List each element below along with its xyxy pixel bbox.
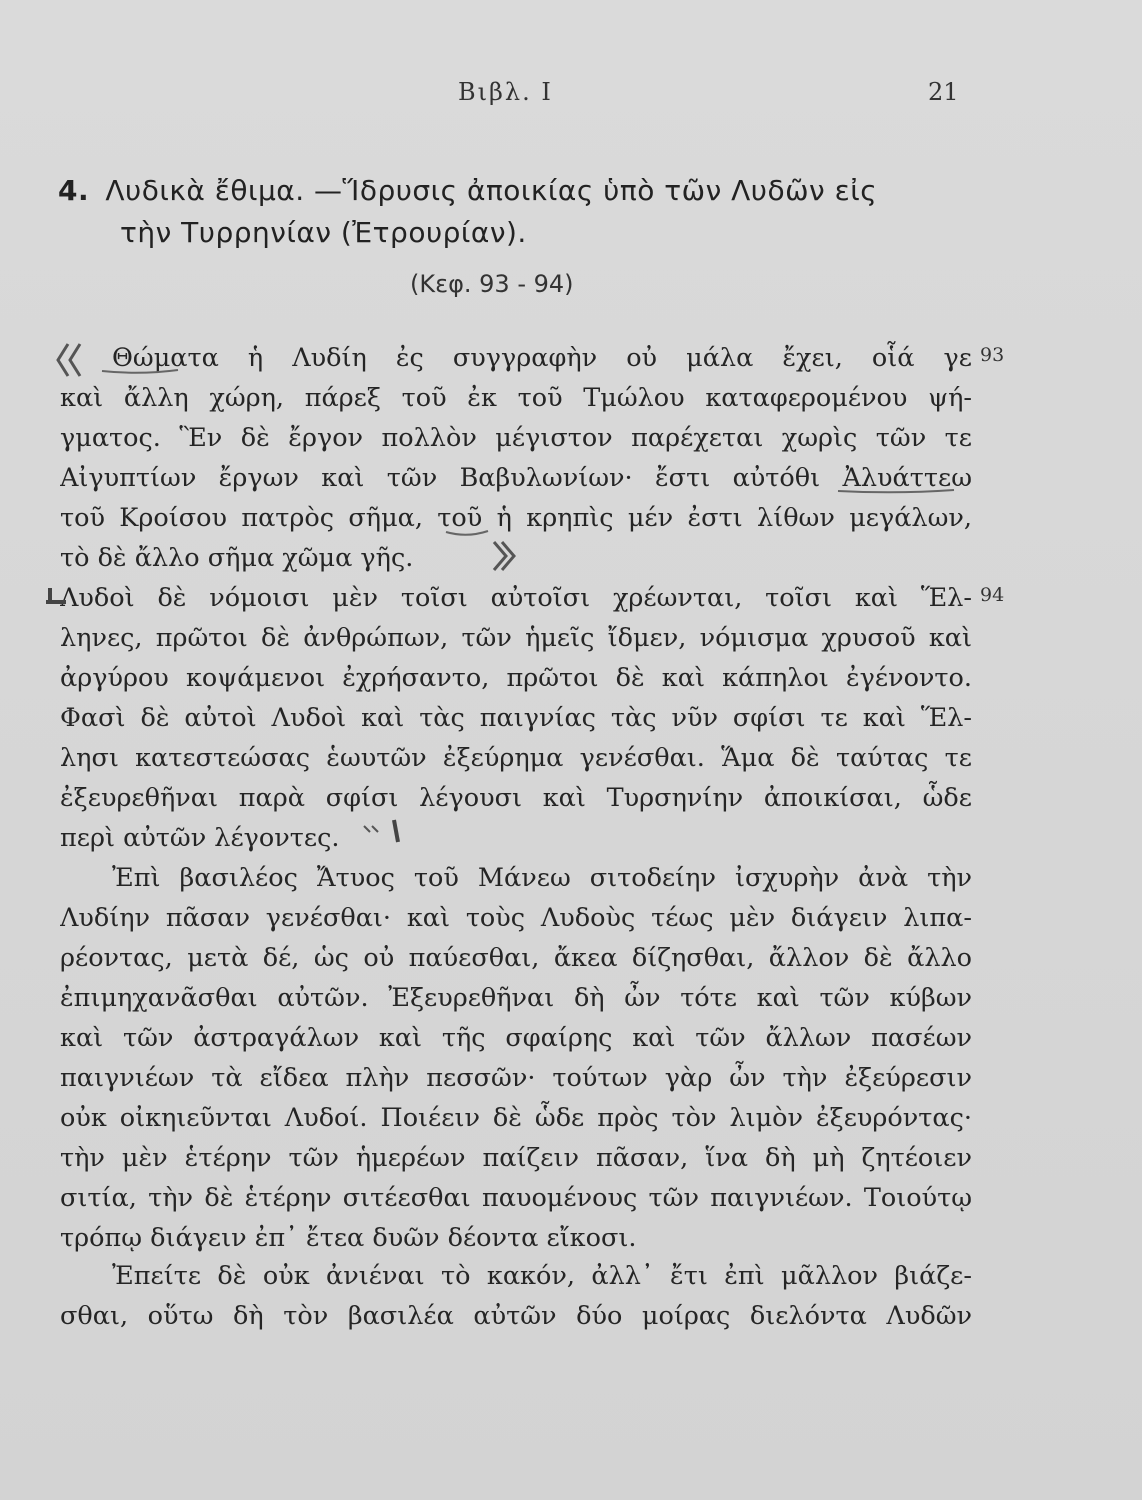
- margin-chapter-number: 94: [980, 584, 1005, 606]
- text-line: Λυδίην πᾶσαν γενέσθαι· καὶ τοὺς Λυδοὺς τέως μὲν διάγειν λιπα-: [60, 903, 972, 933]
- text-line: ληνες, πρῶτοι δὲ ἀνθρώπων, τῶν ἡμεῖς ἴδμεν, νόμισμα χρυσοῦ καὶ: [60, 623, 972, 653]
- pencil-margin-mark-icon: [44, 584, 68, 606]
- margin-chapter-number: 93: [980, 344, 1005, 366]
- pencil-bracket-mark-icon: [488, 538, 518, 574]
- section-title-line-1: Λυδικὰ ἔθιμα. —Ἵδρυσις ἀποικίας ὑπὸ τῶν Λυδῶν εἰς: [105, 174, 878, 207]
- section-number: 4.: [58, 174, 90, 207]
- page-header: [0, 78, 1142, 110]
- text-line: Λυδοὶ δὲ νόμοισι μὲν τοῖσι αὐτοῖσι χρέωνται, τοῖσι καὶ Ἕλ-: [60, 583, 972, 613]
- text-line: καὶ ἄλλη χώρη, πάρεξ τοῦ ἐκ τοῦ Τμώλου καταφερομένου ψή-: [60, 383, 972, 413]
- chapter-reference: (Κεφ. 93 - 94): [410, 270, 574, 298]
- paragraph-4: [60, 1256, 972, 1336]
- pencil-underline-icon: [444, 526, 490, 540]
- paragraph-2: [60, 578, 972, 858]
- page-number: 21: [928, 78, 959, 106]
- text-line: τρόπῳ διάγειν ἐπ᾽ ἔτεα δυῶν δέοντα εἴκοσι.: [60, 1223, 637, 1253]
- text-line: τοῦ Κροίσου πατρὸς σῆμα, τοῦ ἡ κρηπὶς μέν ἐστι λίθων μεγάλων,: [60, 503, 972, 533]
- text-line: σιτία, τὴν δὲ ἑτέρην σιτέεσθαι παυομένους τῶν παιγνιέων. Τοιούτῳ: [60, 1183, 972, 1213]
- text-line: Ἐπὶ βασιλέος Ἄτυος τοῦ Μάνεω σιτοδείην ἰσχυρὴν ἀνὰ τὴν: [112, 863, 972, 893]
- text-line: οὐκ οἰκηιεῦνται Λυδοί. Ποιέειν δὲ ὧδε πρὸς τὸν λιμὸν ἐξευρόντας·: [60, 1103, 972, 1133]
- text-line: περὶ αὐτῶν λέγοντες.: [60, 823, 340, 853]
- text-line: λησι κατεστεώσας ἑωυτῶν ἐξεύρημα γενέσθαι. Ἅμα δὲ ταύτας τε: [60, 743, 972, 773]
- text-line: Ἐπείτε δὲ οὐκ ἀνιέναι τὸ κακόν, ἀλλ᾽ ἔτι ἐπὶ μᾶλλον βιάζε-: [112, 1261, 972, 1291]
- paragraph-3: [60, 858, 972, 1258]
- text-line: γματος. Ἓν δὲ ἔργον πολλὸν μέγιστον παρέχεται χωρὶς τῶν τε: [60, 423, 972, 453]
- text-line: καὶ τῶν ἀστραγάλων καὶ τῆς σφαίρης καὶ τῶν ἄλλων πασέων: [60, 1023, 972, 1053]
- text-line: τὸ δὲ ἄλλο σῆμα χῶμα γῆς.: [60, 543, 414, 573]
- pencil-underline-icon: [836, 486, 956, 496]
- section-title-line-2: τὴν Τυρρηνίαν (Ἐτρουρίαν).: [120, 216, 527, 249]
- section-heading: [58, 170, 1018, 254]
- text-line: Αἰγυπτίων ἔργων καὶ τῶν Βαβυλωνίων· ἔστι αὐτόθι Ἀλυάττεω: [60, 463, 972, 493]
- text-line: ρέοντας, μετὰ δέ, ὡς οὐ παύεσθαι, ἄκεα δίζησθαι, ἄλλον δὲ ἄλλο: [60, 943, 972, 973]
- text-line: ἐξευρεθῆναι παρὰ σφίσι λέγουσι καὶ Τυρσηνίην ἀποικίσαι, ὧδε: [60, 783, 972, 813]
- pencil-bracket-mark-icon: [50, 336, 100, 386]
- pencil-underline-icon: [100, 366, 180, 376]
- text-line: παιγνιέων τὰ εἴδεα πλὴν πεσσῶν· τούτων γὰρ ὦν τὴν ἐξεύρεσιν: [60, 1063, 972, 1093]
- text-line: σθαι, οὕτω δὴ τὸν βασιλέα αὐτῶν δύο μοίρας διελόντα Λυδῶν: [60, 1301, 972, 1331]
- text-line: Θώματα ἡ Λυδίη ἐς συγγραφὴν οὐ μάλα ἔχει, οἷά γε: [112, 343, 972, 373]
- text-line: ἀργύρου κοψάμενοι ἐχρήσαντο, πρῶτοι δὲ καὶ κάπηλοι ἐγένοντο.: [60, 663, 972, 693]
- text-line: ἐπιμηχανᾶσθαι αὐτῶν. Ἐξευρεθῆναι δὴ ὦν τότε καὶ τῶν κύβων: [60, 983, 972, 1013]
- running-head: Βιβλ. Ι: [458, 78, 553, 106]
- text-line: τὴν μὲν ἑτέρην τῶν ἡμερέων παίζειν πᾶσαν, ἵνα δὴ μὴ ζητέοιεν: [60, 1143, 972, 1173]
- pencil-bracket-mark-icon: [360, 816, 410, 846]
- text-line: Φασὶ δὲ αὐτοὶ Λυδοὶ καὶ τὰς παιγνίας τὰς νῦν σφίσι τε καὶ Ἕλ-: [60, 703, 972, 733]
